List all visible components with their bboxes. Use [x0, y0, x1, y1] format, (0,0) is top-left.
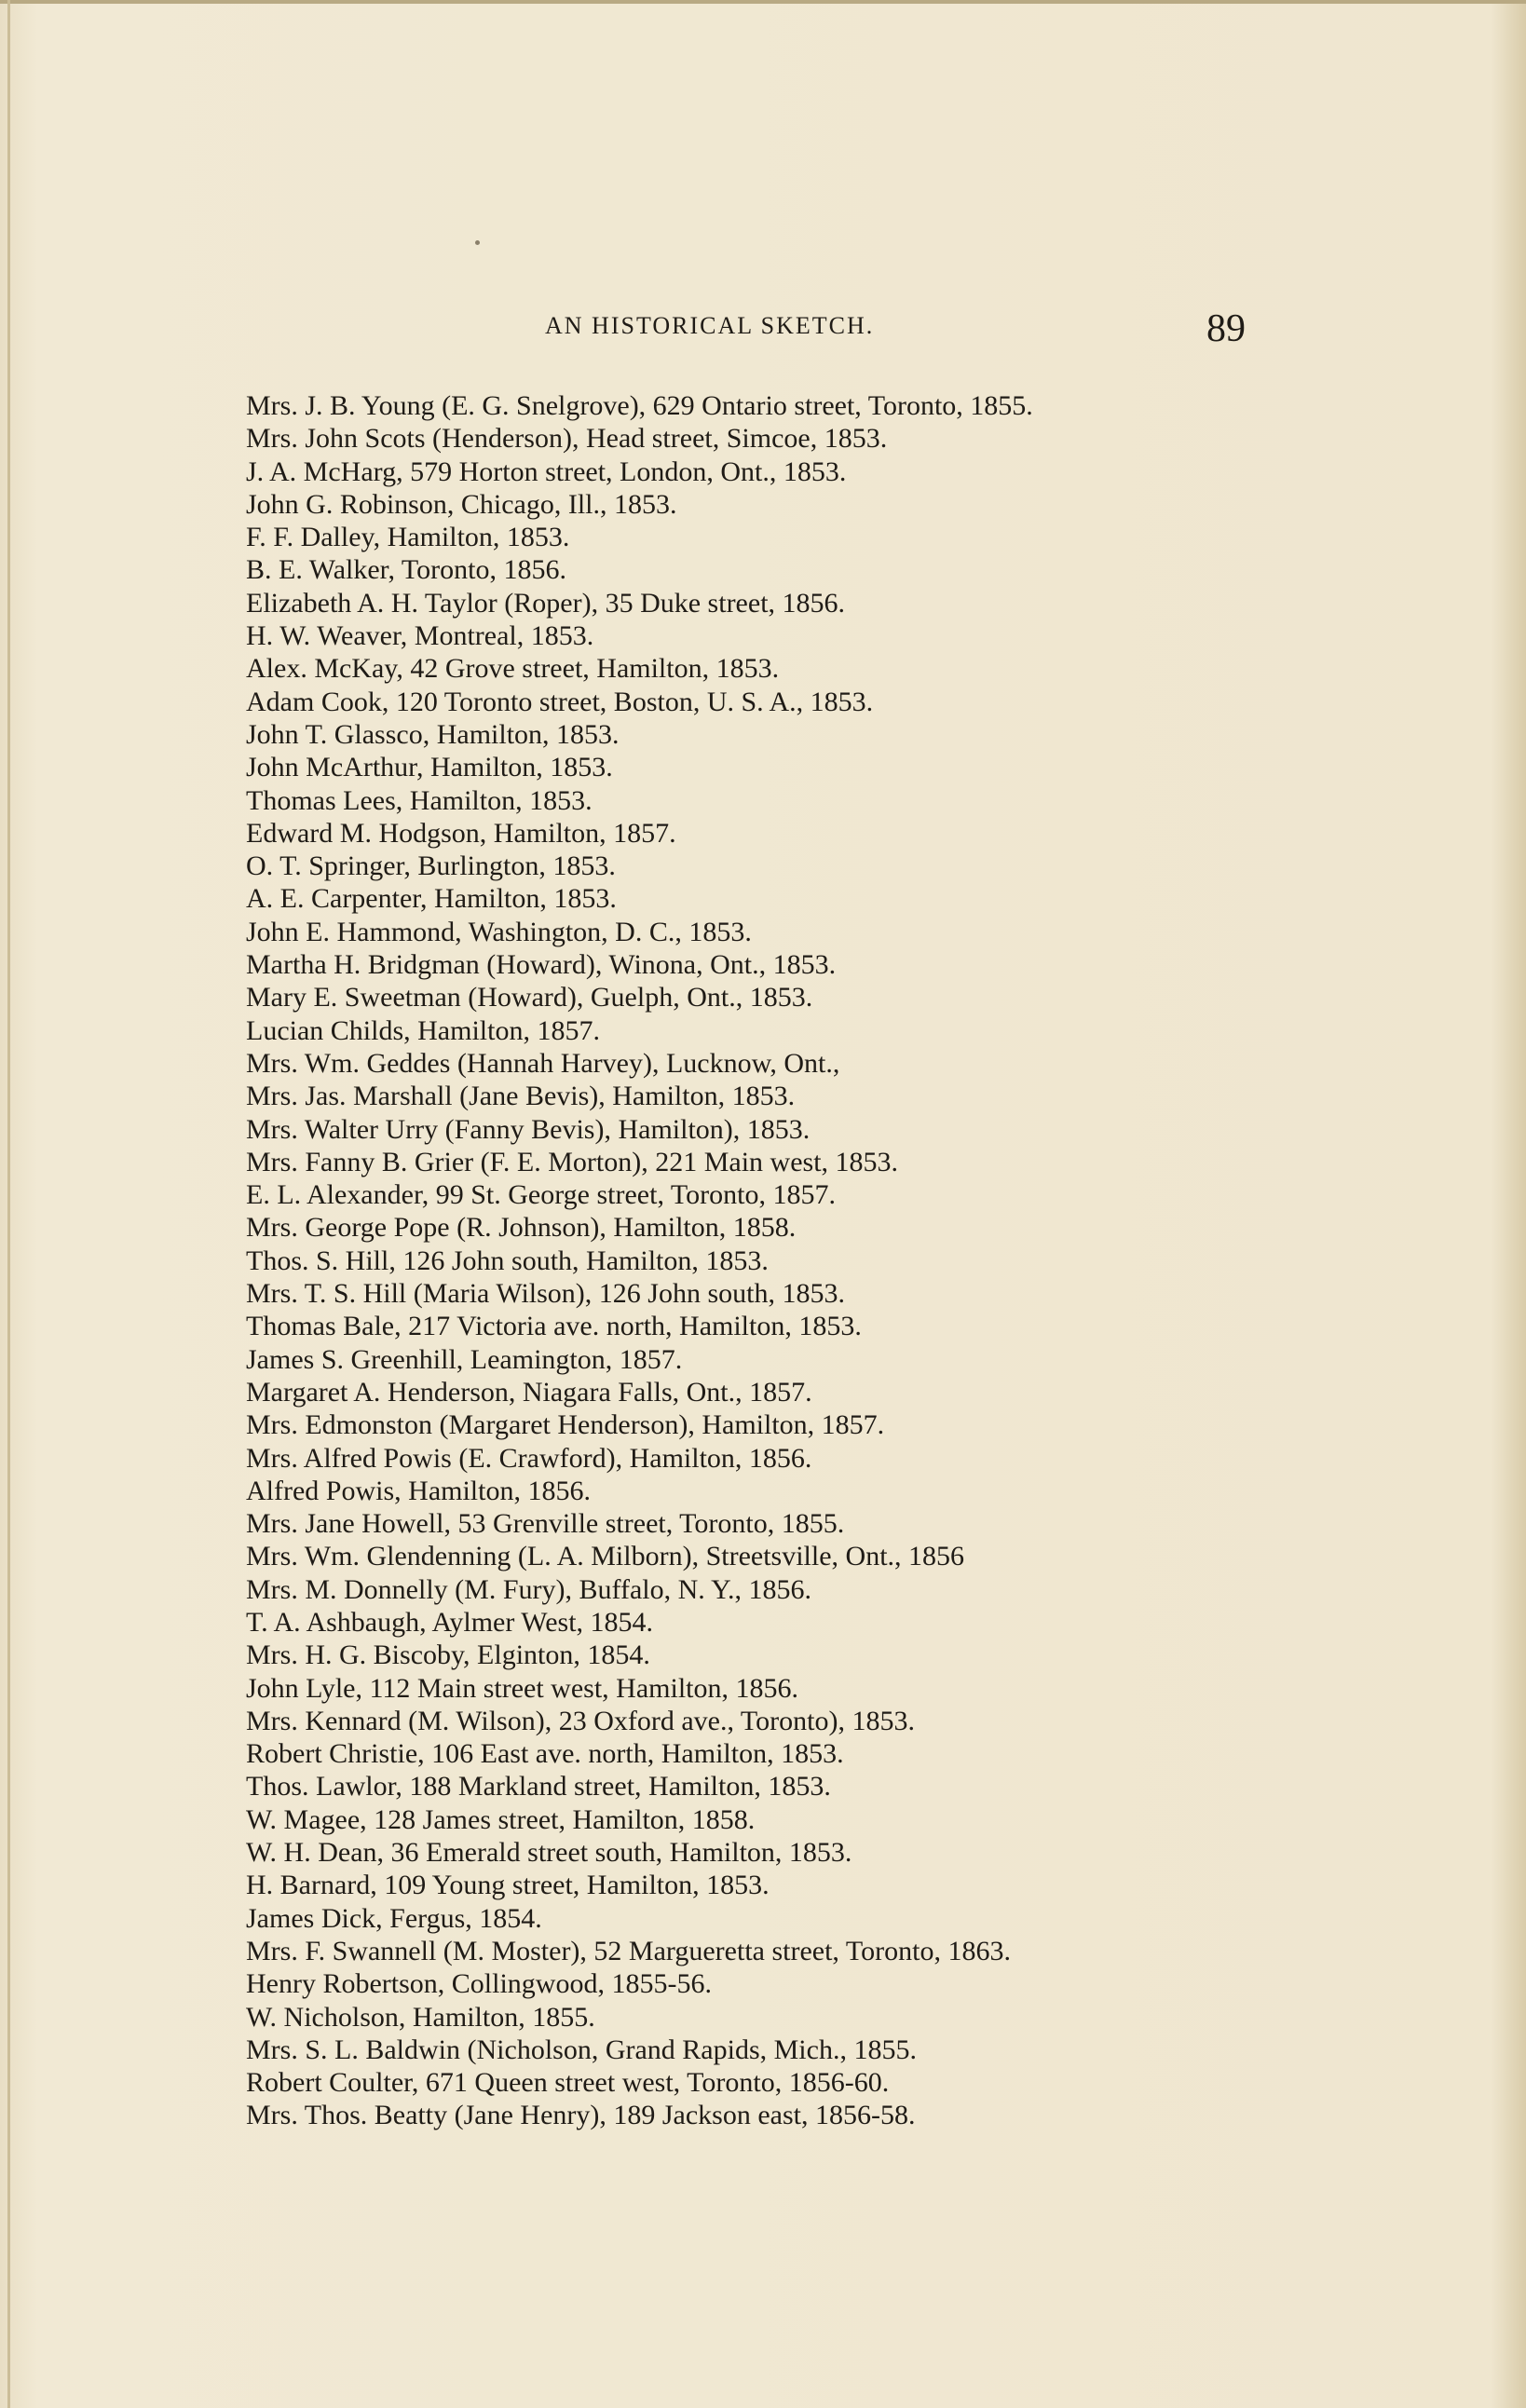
- running-title: AN HISTORICAL SKETCH.: [545, 312, 875, 339]
- list-item: Edward M. Hodgson, Hamilton, 1857.: [246, 817, 676, 849]
- list-item: Adam Cook, 120 Toronto street, Boston, U. S. A., 1853.: [246, 686, 874, 717]
- list-item: Robert Christie, 106 East ave. north, Hamilton, 1853.: [246, 1738, 844, 1770]
- ink-speck: [475, 240, 480, 245]
- list-item: John Lyle, 112 Main street west, Hamilton, 1856.: [246, 1672, 798, 1704]
- list-item: A. E. Carpenter, Hamilton, 1853.: [246, 883, 617, 915]
- list-item: Mrs. Wm. Geddes (Hannah Harvey), Lucknow, Ont.,: [246, 1047, 840, 1079]
- list-item: John E. Hammond, Washington, D. C., 1853.: [246, 916, 752, 947]
- list-item: F. F. Dalley, Hamilton, 1853.: [246, 522, 570, 553]
- list-item: Mrs. George Pope (R. Johnson), Hamilton, 1858.: [246, 1212, 797, 1244]
- page-top-edge: [0, 0, 1526, 4]
- list-item: T. A. Ashbaugh, Aylmer West, 1854.: [246, 1606, 654, 1638]
- list-item: Mrs. T. S. Hill (Maria Wilson), 126 John south, 1853.: [246, 1278, 845, 1310]
- list-item: E. L. Alexander, 99 St. George street, Toronto, 1857.: [246, 1179, 836, 1211]
- list-item: O. T. Springer, Burlington, 1853.: [246, 850, 616, 882]
- list-item: Mrs. F. Swannell (M. Moster), 52 Margueretta street, Toronto, 1863.: [246, 1935, 1011, 1966]
- list-item: Mrs. Alfred Powis (E. Crawford), Hamilton, 1856.: [246, 1442, 812, 1474]
- list-item: Mrs. H. G. Biscoby, Elginton, 1854.: [246, 1639, 650, 1671]
- list-item: Thomas Bale, 217 Victoria ave. north, Hamilton, 1853.: [246, 1311, 862, 1342]
- list-item: Mrs. Edmonston (Margaret Henderson), Hamilton, 1857.: [246, 1409, 885, 1441]
- list-item: Martha H. Bridgman (Howard), Winona, Ont., 1853.: [246, 949, 837, 981]
- list-item: Lucian Childs, Hamilton, 1857.: [246, 1014, 600, 1046]
- list-item: J. A. McHarg, 579 Horton street, London, Ont., 1853.: [246, 456, 847, 487]
- list-item: W. H. Dean, 36 Emerald street south, Hamilton, 1853.: [246, 1837, 852, 1869]
- list-item: H. Barnard, 109 Young street, Hamilton, 1853.: [246, 1870, 770, 1901]
- list-item: Alex. McKay, 42 Grove street, Hamilton, 1853.: [246, 653, 780, 685]
- list-item: Mrs. Jas. Marshall (Jane Bevis), Hamilton, 1853.: [246, 1081, 796, 1112]
- list-item: Mrs. Fanny B. Grier (F. E. Morton), 221 Main west, 1853.: [246, 1146, 899, 1177]
- list-item: Mrs. Wm. Glendenning (L. A. Milborn), Streetsville, Ont., 1856: [246, 1541, 965, 1572]
- list-item: James Dick, Fergus, 1854.: [246, 1902, 542, 1934]
- list-item: Mrs. J. B. Young (E. G. Snelgrove), 629 Ontario street, Toronto, 1855.: [246, 390, 1033, 421]
- list-item: Thomas Lees, Hamilton, 1853.: [246, 784, 593, 816]
- list-item: Henry Robertson, Collingwood, 1855-56.: [246, 1968, 712, 2000]
- list-item: John T. Glassco, Hamilton, 1853.: [246, 718, 620, 750]
- page-binding-edge: [7, 0, 10, 2408]
- list-item: B. E. Walker, Toronto, 1856.: [246, 554, 566, 586]
- alumni-list: [246, 389, 1252, 2132]
- list-item: Mrs. John Scots (Henderson), Head street, Simcoe, 1853.: [246, 423, 888, 455]
- list-item: Thos. S. Hill, 126 John south, Hamilton, 1853.: [246, 1245, 769, 1276]
- list-item: Robert Coulter, 671 Queen street west, Toronto, 1856-60.: [246, 2067, 890, 2099]
- list-item: Thos. Lawlor, 188 Markland street, Hamilton, 1853.: [246, 1771, 831, 1803]
- list-item: John McArthur, Hamilton, 1853.: [246, 752, 613, 783]
- list-item: Mrs. Jane Howell, 53 Grenville street, Toronto, 1855.: [246, 1508, 845, 1540]
- list-item: Mary E. Sweetman (Howard), Guelph, Ont., 1853.: [246, 982, 813, 1014]
- page-number: 89: [1206, 307, 1246, 350]
- list-item: H. W. Weaver, Montreal, 1853.: [246, 620, 594, 652]
- list-item: Mrs. S. L. Baldwin (Nicholson, Grand Rapids, Mich., 1855.: [246, 2034, 917, 2065]
- list-item: W. Nicholson, Hamilton, 1855.: [246, 2001, 595, 2033]
- list-item: John G. Robinson, Chicago, Ill., 1853.: [246, 488, 677, 520]
- list-item: W. Magee, 128 James street, Hamilton, 1858.: [246, 1803, 756, 1835]
- list-item: Mrs. Thos. Beatty (Jane Henry), 189 Jackson east, 1856-58.: [246, 2100, 916, 2131]
- list-item: Margaret A. Henderson, Niagara Falls, Ont., 1857.: [246, 1376, 812, 1408]
- list-item: James S. Greenhill, Leamington, 1857.: [246, 1343, 683, 1375]
- list-item: Elizabeth A. H. Taylor (Roper), 35 Duke street, 1856.: [246, 587, 846, 619]
- list-item: Mrs. Kennard (M. Wilson), 23 Oxford ave., Toronto), 1853.: [246, 1705, 915, 1736]
- list-item: Mrs. M. Donnelly (M. Fury), Buffalo, N. Y., 1856.: [246, 1573, 811, 1605]
- list-item: Mrs. Walter Urry (Fanny Bevis), Hamilton), 1853.: [246, 1113, 811, 1145]
- list-item: Alfred Powis, Hamilton, 1856.: [246, 1475, 591, 1506]
- page-header: [545, 307, 1272, 368]
